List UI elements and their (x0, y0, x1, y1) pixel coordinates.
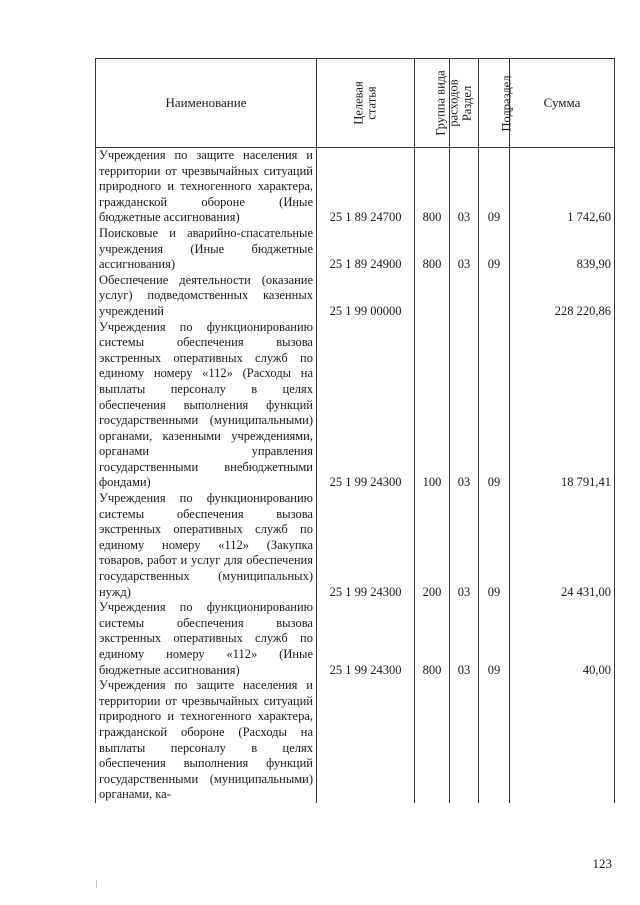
row-article: 25 1 89 24700 (317, 148, 415, 226)
row-section: 03 (450, 600, 479, 678)
header-subsection-label: Подраздел (499, 75, 514, 131)
header-group (415, 59, 461, 148)
row-sum: 228 220,86 (510, 273, 615, 320)
header-group-line1: Группа вида (433, 69, 448, 136)
row-name: Учреждения по функционированию системы обеспечения вызова экстренных оперативных служб по единому номеру «112» (Расходы на выплаты персоналу в целях обеспечения выполнения функций государственными (муниципальными) органами, казенными учреждениями, органами управления государственными внебюджетными фондами) (96, 320, 317, 492)
header-section-label: Раздел (460, 85, 475, 121)
table-row (96, 491, 615, 600)
row-group: 800 (415, 226, 450, 273)
row-subsection: 09 (479, 148, 510, 226)
row-group: 800 (415, 148, 450, 226)
row-section: 03 (450, 491, 479, 600)
row-section: 03 (450, 226, 479, 273)
page-number: 123 (592, 856, 612, 871)
header-name: Наименование (96, 59, 317, 148)
row-subsection (479, 678, 510, 803)
row-name: Учреждения по защите населения и территории от чрезвычайных ситуаций природного и техногенного характера, гражданской обороне (Иные бюджетные ассигнования) (96, 148, 317, 226)
table-header-row (96, 59, 615, 148)
table-row (96, 600, 615, 678)
table-row (96, 148, 615, 226)
budget-table (95, 58, 615, 803)
row-section: 03 (450, 320, 479, 492)
row-name: Учреждения по функционированию системы обеспечения вызова экстренных оперативных служб по единому номеру «112» (Закупка товаров, работ и услуг для обеспечения государственных (муниципальных) нужд) (96, 491, 317, 600)
row-subsection: 09 (479, 226, 510, 273)
row-section: 03 (450, 148, 479, 226)
row-name: Обеспечение деятельности (оказание услуг) подведомственных казенных учреждений (96, 273, 317, 320)
row-group (415, 678, 450, 803)
row-subsection: 09 (479, 491, 510, 600)
row-article: 25 1 99 24300 (317, 320, 415, 492)
row-group: 800 (415, 600, 450, 678)
header-article-line2: статья (364, 85, 379, 120)
row-article: 25 1 99 24300 (317, 600, 415, 678)
row-sum: 839,90 (510, 226, 615, 273)
row-name: Учреждения по функционированию системы обеспечения вызова экстренных оперативных служб по единому номеру «112» (Иные бюджетные ассигнования) (96, 600, 317, 678)
row-sum: 18 791,41 (510, 320, 615, 492)
table-row (96, 320, 615, 492)
header-subsection (479, 59, 514, 148)
scan-mark (96, 880, 97, 888)
row-article: 25 1 99 00000 (317, 273, 415, 320)
row-group: 200 (415, 491, 450, 600)
row-article: 25 1 99 24300 (317, 491, 415, 600)
row-sum (510, 678, 615, 803)
row-article (317, 678, 415, 803)
row-name: Поисковые и аварийно-спасательные учреждения (Иные бюджетные ассигнования) (96, 226, 317, 273)
row-group (415, 273, 450, 320)
row-group: 100 (415, 320, 450, 492)
header-sum: Сумма (510, 59, 615, 148)
row-sum: 40,00 (510, 600, 615, 678)
row-subsection: 09 (479, 600, 510, 678)
row-sum: 24 431,00 (510, 491, 615, 600)
header-group-line2: расходов (446, 78, 461, 127)
row-sum: 1 742,60 (510, 148, 615, 226)
row-name: Учреждения по защите населения и территории от чрезвычайных ситуаций природного и техногенного характера, гражданской обороне (Расходы на выплаты персоналу в целях обеспечения выполнения функций государственными (муниципальными) органами, ка- (96, 678, 317, 803)
table-row (96, 273, 615, 320)
row-subsection: 09 (479, 320, 510, 492)
table-row (96, 678, 615, 803)
header-article (317, 59, 415, 148)
row-article: 25 1 89 24900 (317, 226, 415, 273)
row-subsection (479, 273, 510, 320)
row-section (450, 678, 479, 803)
header-article-line1: Целевая (351, 80, 366, 125)
row-section (450, 273, 479, 320)
table-row (96, 226, 615, 273)
